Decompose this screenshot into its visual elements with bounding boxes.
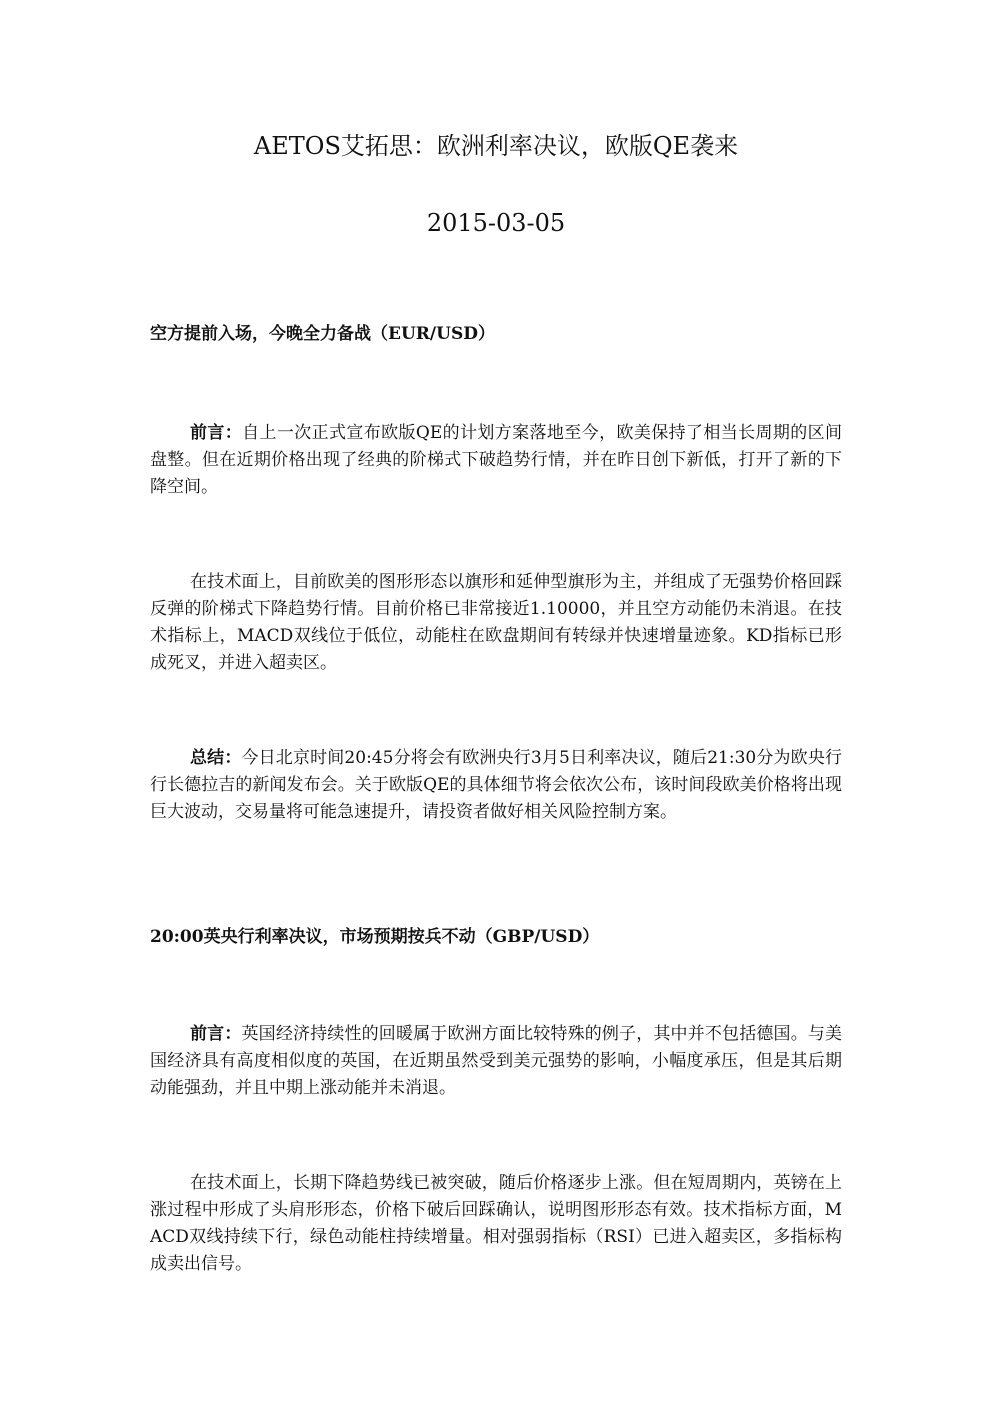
document-date: 2015-03-05 (426, 209, 566, 237)
paragraph-lead: 前言： (190, 1024, 242, 1044)
paragraph-eurusd-technical: 在技术面上，目前欧美的图形形态以旗形和延伸型旗形为主，并组成了无强势价格回踩反弹的阶梯式下降趋势行情。目前价格已非常接近1.10000，并且空方动能仍未消退。在技术指标上，MACD双线位于低位，动能柱在欧盘期间有转绿并快速增量迹象。KD指标已形成死叉，并进入超卖区。 (150, 572, 842, 673)
paragraph-eurusd-summary (150, 745, 842, 826)
paragraph-text: 自上一次正式宣布欧版QE的计划方案落地至今，欧美保持了相当长周期的区间盘整。但在近期价格出现了经典的阶梯式下破趋势行情，并在昨日创下新低，打开了新的下降空间。 (150, 423, 842, 497)
paragraph-text: 今日北京时间20:45分将会有欧洲央行3月5日利率决议，随后21:30分为欧央行行长德拉吉的新闻发布会。关于欧版QE的具体细节将会依次公布，该时间段欧美价格将出现巨大波动，交易量将可能急速提升，请投资者做好相关风险控制方案。 (150, 748, 842, 822)
section-heading-gbpusd: 20:00英央行利率决议，市场预期按兵不动（GBP/USD） (150, 927, 600, 947)
document-title: AETOS艾拓思：欧洲利率决议，欧版QE袭来 (253, 132, 739, 160)
section-heading-eurusd: 空方提前入场，今晚全力备战（EUR/USD） (150, 324, 495, 344)
paragraph-eurusd-intro (150, 420, 842, 501)
paragraph-text: 英国经济持续性的回暖属于欧洲方面比较特殊的例子，其中并不包括德国。与美国经济具有高度相似度的英国，在近期虽然受到美元强势的影响，小幅度承压，但是其后期动能强劲，并且中期上涨动能并未消退。 (150, 1024, 843, 1098)
paragraph-gbpusd-intro (150, 1021, 842, 1102)
paragraph-gbpusd-technical: 在技术面上，长期下降趋势线已被突破，随后价格逐步上涨。但在短周期内，英镑在上涨过程中形成了头肩形形态，价格下破后回踩确认，说明图形形态有效。技术指标方面，MACD双线持续下行，绿色动能柱持续增量。相对强弱指标（RSI）已进入超卖区，多指标构成卖出信号。 (150, 1173, 842, 1274)
paragraph-lead: 总结： (190, 748, 242, 768)
paragraph-lead: 前言： (190, 423, 243, 443)
